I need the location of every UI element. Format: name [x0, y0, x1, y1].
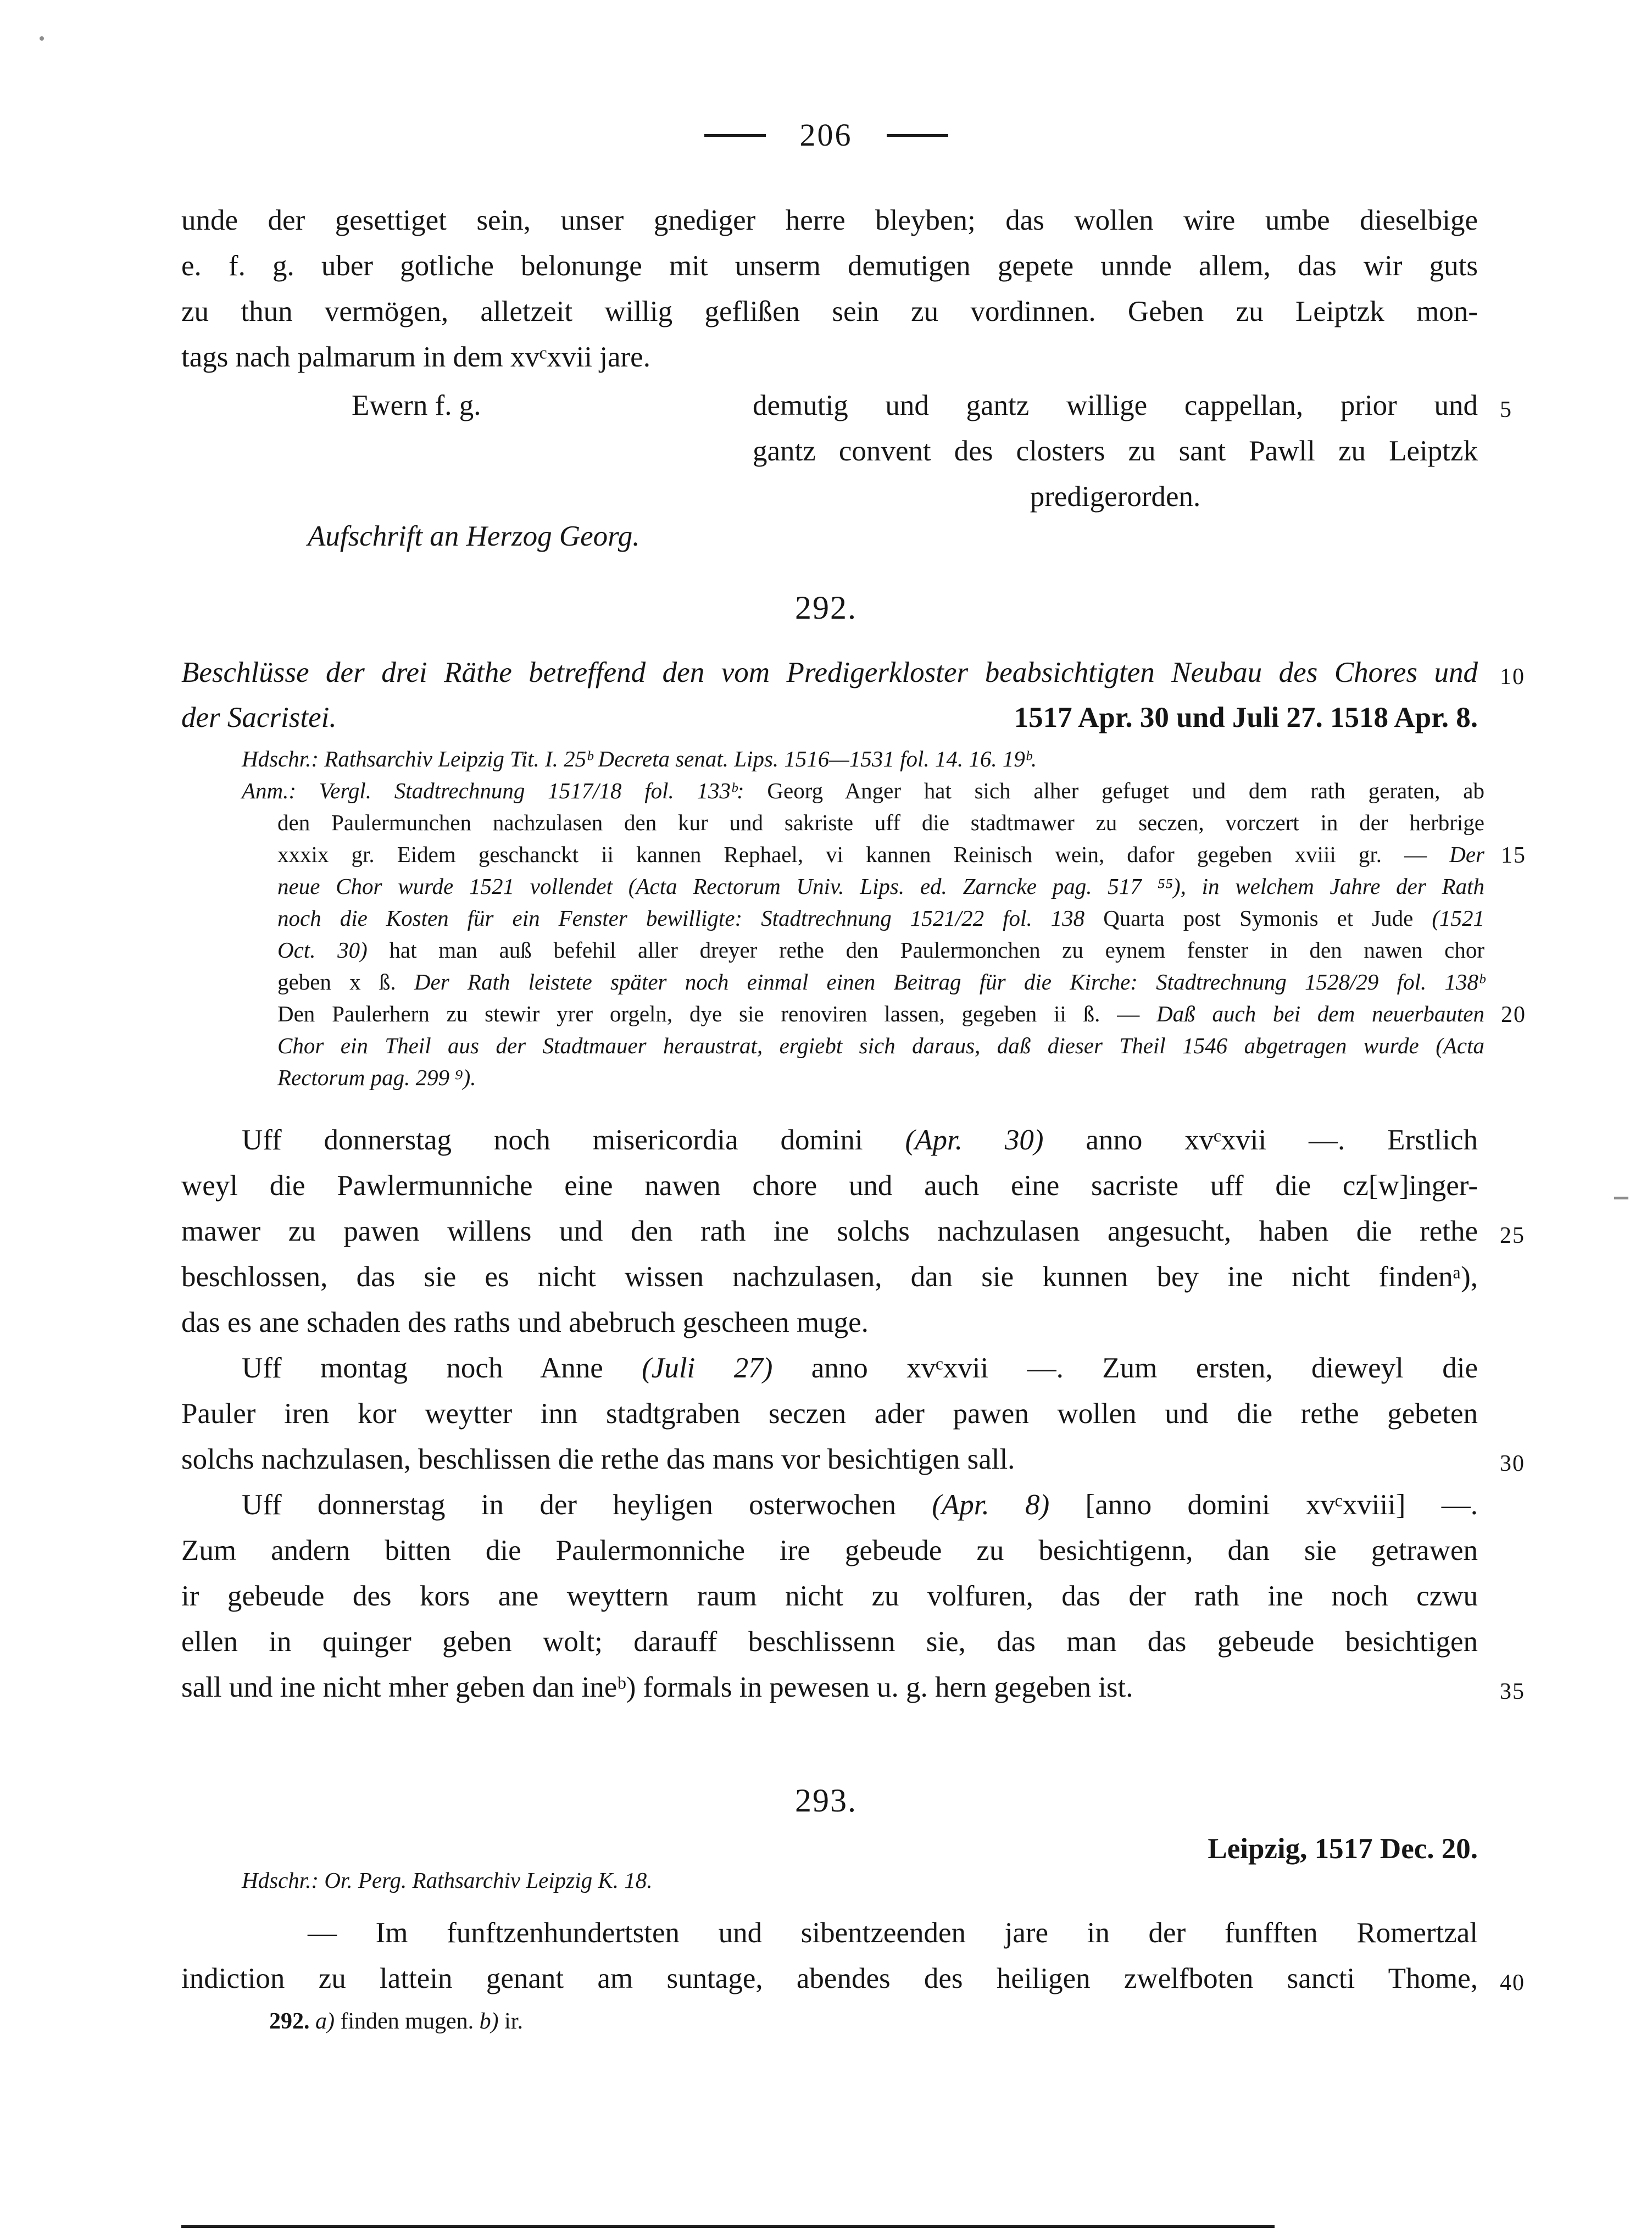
text-line: Pauler iren kor weytter inn stadtgraben seczen ader pawen wollen und die rethe gebeten [181, 1398, 1478, 1430]
text-line: tags nach palmarum in dem xvᶜxvii jare. [181, 341, 650, 373]
apparatus-seg: Daß auch bei dem neuerbauten [1156, 1001, 1484, 1026]
footnote-label-a: a) [315, 2009, 335, 2034]
headnote-text: der Sacristei. [181, 702, 337, 733]
doc293-paragraph [181, 1910, 1525, 2002]
text-line [181, 1956, 1525, 2002]
margin-line-number: 35 [1500, 1679, 1525, 1704]
margin-line-number: 20 [1501, 1002, 1526, 1027]
text-seg: (Juli 27) [642, 1352, 773, 1384]
text-seg: mawer zu pawen willens und den rath ine solchs nachzulasen angesucht, haben die rethe [181, 1215, 1478, 1247]
text-line: zu thun vermögen, alletzeit willig geflißen sein zu vordinnen. Geben zu Leiptzk mon- [181, 296, 1478, 327]
text-line: beschlossen, das sie es nicht wissen nachzulasen, dan sie kunnen bey ine nicht findenᵃ), [181, 1261, 1478, 1293]
scan-speck [40, 36, 44, 41]
bottom-scan-rule [181, 2225, 1275, 2228]
headnote-text: Beschlüsse der drei Räthe betreffend den vom Predigerkloster beabsichtigten Neubau des Chores und [181, 657, 1478, 688]
header-rule-right [887, 134, 948, 137]
closing-left: Ewern f. g. [352, 390, 481, 421]
apparatus-seg: Den Paulerhern zu stewir yrer orgeln, dye sie renoviren lassen, gegeben ii ß. — [277, 1001, 1157, 1026]
text-line: ir gebeude des kors ane weyttern raum nicht zu volfuren, das der rath ine noch czwu [181, 1580, 1478, 1612]
closing-block [181, 383, 1512, 520]
doc292-apparatus [242, 743, 1526, 1093]
apparatus-seg: Georg Anger hat sich alher gefuget und dem rath geraten, ab [767, 778, 1484, 803]
doc292-number: 292. [795, 590, 857, 626]
page-header [0, 116, 1652, 153]
doc292-paragraph-c [181, 1482, 1525, 1710]
text-seg: anno xvᶜxvii —. Zum ersten, dieweyl die [772, 1352, 1478, 1384]
apparatus-line: den Paulermunchen nachzulasen den kur und sakriste uff die stadtmawer zu seczen, vorczert in der herbrige [277, 810, 1484, 835]
apparatus-line [242, 775, 1484, 807]
apparatus-line [277, 934, 1484, 966]
closing-row [181, 429, 1478, 474]
text-line: — Im funftzenhundertsten und sibentzeenden jare in der funfften Romertzal [308, 1917, 1478, 1949]
doc292-paragraph-b [181, 1346, 1525, 1482]
doc292-paragraph-a [181, 1118, 1525, 1346]
page-number: 206 [799, 117, 853, 153]
headnote-line [181, 695, 1478, 740]
apparatus-seg: (1521 [1432, 905, 1484, 931]
apparatus-line: Hdschr.: Rathsarchiv Leipzig Tit. I. 25ᵇ Decreta senat. Lips. 1516—1531 fol. 14. 16. 19ᵇ. [242, 746, 1037, 771]
text-seg: (Apr. 30) [905, 1124, 1044, 1156]
scan-speck [1614, 1197, 1628, 1199]
apparatus-line: Chor ein Theil aus der Stadtmauer heraustrat, ergiebt sich daraus, daß dieser Theil 1546 abgetragen wurde (Acta [277, 1033, 1484, 1058]
text-line: das es ane schaden des raths und abebruch gescheen muge. [181, 1307, 869, 1338]
text-line [181, 1346, 1478, 1391]
apparatus-seg: Quarta post Symonis et Jude [1103, 905, 1432, 931]
doc292-dates: 1517 Apr. 30 und Juli 27. 1518 Apr. 8. [1014, 702, 1478, 733]
apparatus-seg: hat man auß befehil aller dreyer rethe den Paulermonchen zu eynem fenster in den nawen chor [389, 937, 1484, 963]
closing-right-line: predigerorden. [1030, 481, 1201, 513]
text-line [181, 1437, 1525, 1482]
margin-line-number: 40 [1500, 1970, 1525, 1996]
footnote-label-b: b) [479, 2009, 499, 2034]
margin-line-number: 25 [1500, 1223, 1525, 1248]
apparatus-line [277, 902, 1484, 934]
closing-right-line: gantz convent des closters zu sant Pawll zu Leiptzk [753, 435, 1478, 467]
text-seg: Uff donnerstag in der heyligen osterwochen [242, 1489, 932, 1521]
text-line: Zum andern bitten die Paulermonniche ire gebeude zu besichtigenn, dan sie getrawen [181, 1535, 1478, 1566]
apparatus-seg: geben x ß. [277, 969, 414, 994]
header-rule-left [704, 134, 766, 137]
text-seg: Uff donnerstag noch misericordia domini [242, 1124, 905, 1156]
apparatus-seg: Anm.: Vergl. Stadtrechnung 1517/18 fol. 133ᵇ: [242, 778, 767, 803]
footnote-text-b: ir. [498, 2009, 523, 2034]
footnote-text-a: finden mugen. [335, 2009, 480, 2034]
headnote-line [181, 650, 1525, 695]
apparatus-seg: Der Rath leistete später noch einmal einen Beitrag für die Kirche: Stadtrechnung 1528/29 fol. 138ᵇ [414, 969, 1484, 994]
text-line [181, 1118, 1478, 1163]
text-line: ellen in quinger geben wolt; darauff beschlissenn sie, das man das gebeude besichtigen [181, 1626, 1478, 1658]
doc292-headnote [181, 650, 1525, 740]
doc293-dateline: Leipzig, 1517 Dec. 20. [1208, 1833, 1478, 1865]
margin-line-number: 5 [1500, 397, 1512, 423]
margin-line-number: 10 [1500, 664, 1525, 690]
closing-row [181, 383, 1512, 429]
apparatus-line: Rectorum pag. 299 ⁹). [277, 1065, 476, 1090]
text-seg: Uff montag noch Anne [242, 1352, 642, 1384]
text-seg: solchs nachzulasen, beschlissen die rethe das mans vor besichtigen sall. [181, 1443, 1015, 1475]
apparatus-line [277, 966, 1484, 998]
text-line [181, 1209, 1525, 1254]
intro-paragraph [181, 198, 1478, 380]
text-seg: sall und ine nicht mher geben dan ineᵇ) formals in pewesen u. g. hern gegeben ist. [181, 1671, 1133, 1703]
aufschrift-note: Aufschrift an Herzog Georg. [308, 520, 640, 552]
text-line [181, 1665, 1525, 1710]
apparatus-seg: Der [1449, 842, 1484, 867]
text-line: e. f. g. uber gotliche belonunge mit unserm demutigen gepete unnde allem, das wir guts [181, 250, 1478, 282]
closing-right-line: demutig und gantz willige cappellan, prior und [753, 390, 1478, 421]
margin-line-number: 30 [1500, 1451, 1525, 1476]
doc293-number: 293. [795, 1782, 857, 1819]
text-line: unde der gesettiget sein, unser gnediger herre bleyben; das wollen wire umbe dieselbige [181, 204, 1478, 236]
closing-row [181, 474, 1478, 520]
text-line [181, 1482, 1478, 1528]
text-seg: indiction zu lattein genant am suntage, abendes des heiligen zwelfboten sancti Thome, [181, 1963, 1478, 1994]
margin-line-number: 15 [1501, 843, 1526, 868]
apparatus-line: neue Chor wurde 1521 vollendet (Acta Rectorum Univ. Lips. ed. Zarncke pag. 517 ⁵⁵), in welchem Jahre der Rath [277, 874, 1484, 899]
text-line: weyl die Pawlermunniche eine nawen chore und auch eine sacriste uff die cz[w]inger- [181, 1170, 1478, 1202]
apparatus-line [277, 998, 1526, 1030]
doc292-footnote [269, 2008, 1478, 2035]
text-seg: anno xvᶜxvii —. Erstlich [1043, 1124, 1478, 1156]
apparatus-line [277, 838, 1526, 870]
apparatus-seg: noch die Kosten für ein Fenster bewilligte: Stadtrechnung 1521/22 fol. 138 [277, 905, 1104, 931]
text-seg: (Apr. 8) [932, 1489, 1050, 1521]
doc293-apparatus: Hdschr.: Or. Perg. Rathsarchiv Leipzig K. 18. [242, 1868, 653, 1893]
apparatus-seg: xxxix gr. Eidem geschanckt ii kannen Rephael, vi kannen Reinisch wein, dafor gegeben xviii gr. — [277, 842, 1450, 867]
footnote-ref: 292. [269, 2009, 315, 2034]
text-seg: [anno domini xvᶜxviii] —. [1049, 1489, 1478, 1521]
apparatus-seg: Oct. 30) [277, 937, 390, 963]
